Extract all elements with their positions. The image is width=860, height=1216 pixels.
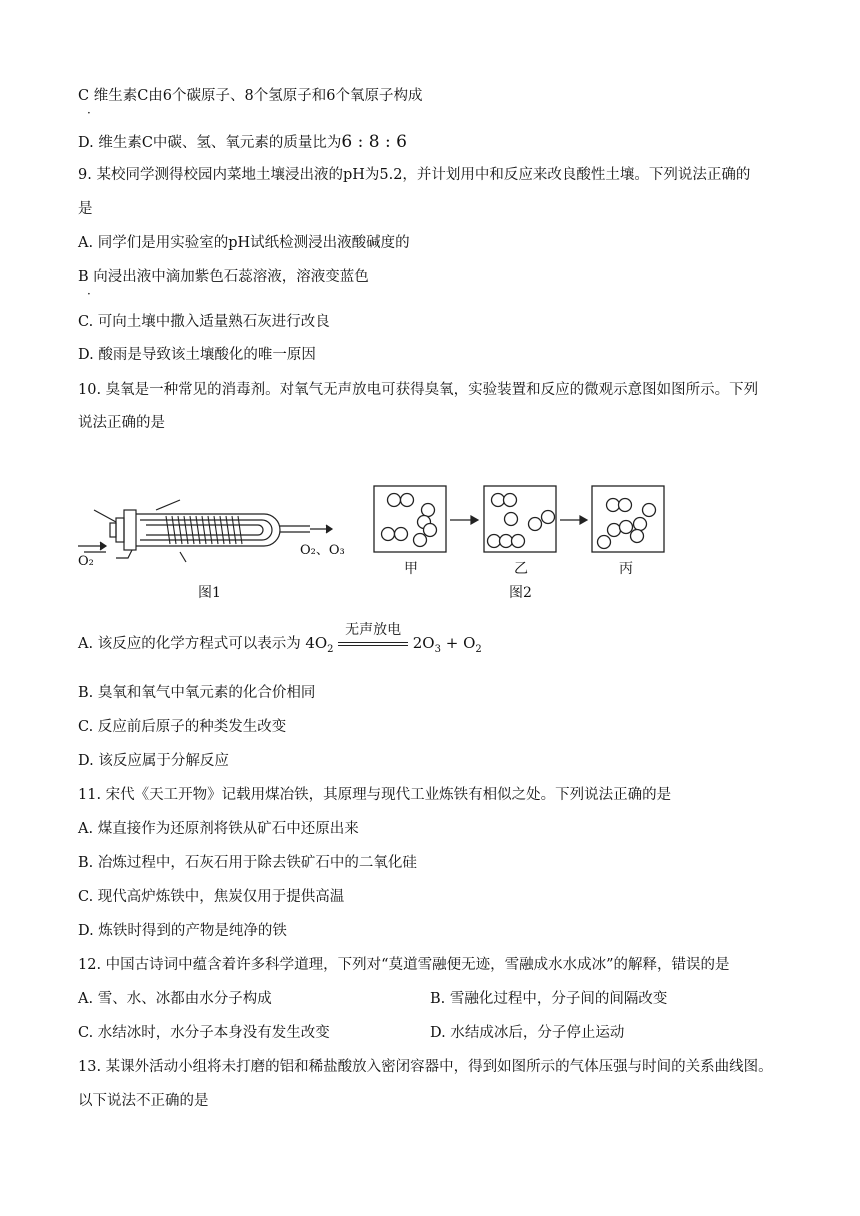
box-label-bing: 丙 bbox=[619, 561, 633, 577]
q8-option-d bbox=[78, 132, 407, 153]
box-label-jia: 甲 bbox=[404, 561, 418, 577]
reaction-condition: 无声放电 bbox=[345, 622, 402, 638]
figure-1-caption: 图1 bbox=[198, 585, 221, 601]
q10-option-a-text: A. 该反应的化学方程式可以表示为 bbox=[78, 636, 301, 652]
q12-option-d: D. 水结成冰后，分子停止运动 bbox=[430, 1025, 625, 1041]
figure-2-caption: 图2 bbox=[509, 585, 532, 601]
q10-option-c: C. 反应前后原子的种类发生改变 bbox=[78, 719, 287, 735]
equation-arrow bbox=[338, 622, 408, 654]
q11-option-b: B. 冶炼过程中，石灰石用于除去铁矿石中的二氧化硅 bbox=[78, 855, 417, 871]
mass-ratio: 6 : 8 : 6 bbox=[341, 132, 407, 152]
q11-option-a: A. 煤直接作为还原剂将铁从矿石中还原出来 bbox=[78, 821, 359, 837]
inlet-label: O₂ bbox=[78, 554, 94, 569]
q11-stem: 11. 宋代《天工开物》记载用煤冶铁，其原理与现代工业炼铁有相似之处。下列说法正确的是 bbox=[78, 787, 672, 803]
q10-option-a bbox=[78, 622, 482, 660]
q13-stem-line2: 以下说法不正确的是 bbox=[78, 1093, 209, 1109]
equation-reactant: $4O_2$ bbox=[305, 634, 334, 655]
outlet-label: O₂、O₃ bbox=[300, 543, 345, 558]
bullet-dot: · bbox=[87, 287, 91, 301]
q10-stem-line2: 说法正确的是 bbox=[78, 415, 165, 431]
q8-option-d-text: D. 维生素C中碳、氢、氧元素的质量比为 bbox=[78, 135, 342, 151]
q13-stem-line1: 13. 某课外活动小组将未打磨的铝和稀盐酸放入密闭容器中，得到如图所示的气体压强与时间的关系曲线图。 bbox=[78, 1059, 773, 1075]
ozone-generator-apparatus bbox=[76, 496, 346, 576]
q10-option-d: D. 该反应属于分解反应 bbox=[78, 753, 229, 769]
q12-option-a: A. 雪、水、冰都由水分子构成 bbox=[78, 991, 272, 1007]
q9-stem-line1: 9. 某校同学测得校园内菜地土壤浸出液的pH为5.2，并计划用中和反应来改良酸性土壤。下列说法正确的 bbox=[78, 167, 751, 183]
q11-option-d: D. 炼铁时得到的产物是纯净的铁 bbox=[78, 923, 287, 939]
equation-products: $2O_3 + O_2$ bbox=[412, 634, 482, 655]
bullet-dot: · bbox=[87, 106, 91, 120]
q9-option-a: A. 同学们是用实验室的pH试纸检测浸出液酸碱度的 bbox=[78, 235, 410, 251]
q12-option-c: C. 水结冰时，水分子本身没有发生改变 bbox=[78, 1025, 330, 1041]
q11-option-c: C. 现代高炉炼铁中，焦炭仅用于提供高温 bbox=[78, 889, 345, 905]
reaction-micro-diagram bbox=[372, 484, 668, 556]
q9-option-d: D. 酸雨是导致该土壤酸化的唯一原因 bbox=[78, 347, 316, 363]
q10-option-b: B. 臭氧和氧气中氧元素的化合价相同 bbox=[78, 685, 316, 701]
q12-option-b: B. 雪融化过程中，分子间的间隔改变 bbox=[430, 991, 668, 1007]
box-label-yi: 乙 bbox=[514, 561, 528, 577]
q9-option-c: C. 可向土壤中撒入适量熟石灰进行改良 bbox=[78, 314, 330, 330]
q9-option-b: B 向浸出液中滴加紫色石蕊溶液，溶液变蓝色 bbox=[78, 269, 369, 285]
q12-stem: 12. 中国古诗词中蕴含着许多科学道理，下列对“莫道雪融便无迹，雪融成水水成冰”的解释，错误的是 bbox=[78, 957, 730, 973]
q10-stem-line1: 10. 臭氧是一种常见的消毒剂。对氧气无声放电可获得臭氧，实验装置和反应的微观示意图如图所示。下列 bbox=[78, 382, 759, 398]
q9-stem-line2: 是 bbox=[78, 201, 93, 217]
q8-option-c: C 维生素C由6个碳原子、8个氢原子和6个氧原子构成 bbox=[78, 88, 423, 104]
